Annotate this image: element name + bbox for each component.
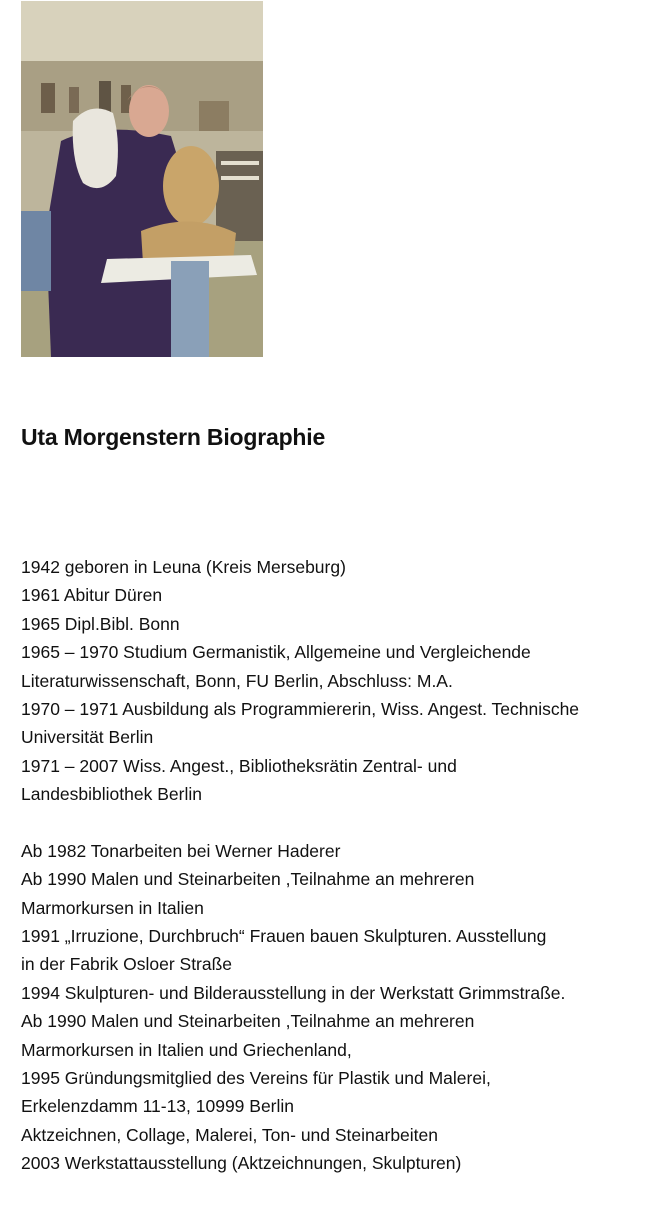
bio-line: Ab 1990 Malen und Steinarbeiten ,Teilnahme an mehreren xyxy=(21,869,475,890)
biography xyxy=(21,553,641,1178)
bio-line: Marmorkursen in Italien und Griechenland, xyxy=(21,1039,352,1060)
artist-portrait-with-sculptures-icon xyxy=(21,1,263,357)
bio-line: Landesbibliothek Berlin xyxy=(21,784,202,805)
section-spacer xyxy=(21,809,641,837)
bio-line: 1971 – 2007 Wiss. Angest., Bibliotheksrätin Zentral- und xyxy=(21,755,457,776)
artist-photo xyxy=(21,1,263,357)
bio-line: 1942 geboren in Leuna (Kreis Merseburg) xyxy=(21,557,346,577)
bio-line: 1970 – 1971 Ausbildung als Programmiererin, Wiss. Angest. Technische xyxy=(21,698,580,719)
bio-line: 1965 Dipl.Bibl. Bonn xyxy=(21,613,180,634)
page-title: Uta Morgenstern Biographie xyxy=(21,424,326,450)
bio-line: Ab 1990 Malen und Steinarbeiten ,Teilnahme an mehreren xyxy=(21,1011,475,1032)
bio-line: Marmorkursen in Italien xyxy=(21,897,204,918)
bio-line: 1991 „Irruzione, Durchbruch“ Frauen bauen Skulpturen. Ausstellung xyxy=(21,926,547,947)
bio-line: 1994 Skulpturen- und Bilderausstellung in der Werkstatt Grimmstraße. xyxy=(21,982,566,1003)
bio-line: Universität Berlin xyxy=(21,727,154,748)
biography-section-education-career xyxy=(21,553,641,809)
bio-line: Aktzeichnen, Collage, Malerei, Ton- und Steinarbeiten xyxy=(21,1124,439,1145)
bio-line: 2003 Werkstattausstellung (Aktzeichnungen, Skulpturen) xyxy=(21,1153,462,1174)
bio-line: 1995 Gründungsmitglied des Vereins für Plastik und Malerei, xyxy=(21,1068,491,1089)
bio-line: Literaturwissenschaft, Bonn, FU Berlin, Abschluss: M.A. xyxy=(21,670,453,691)
bio-line: 1961 Abitur Düren xyxy=(21,585,163,606)
bio-line: in der Fabrik Osloer Straße xyxy=(21,954,233,975)
bio-line: Ab 1982 Tonarbeiten bei Werner Haderer xyxy=(21,840,341,861)
biography-section-art xyxy=(21,837,641,1178)
bio-line: 1965 – 1970 Studium Germanistik, Allgemeine und Vergleichende xyxy=(21,642,531,663)
bio-line: Erkelenzdamm 11-13, 10999 Berlin xyxy=(21,1096,295,1117)
